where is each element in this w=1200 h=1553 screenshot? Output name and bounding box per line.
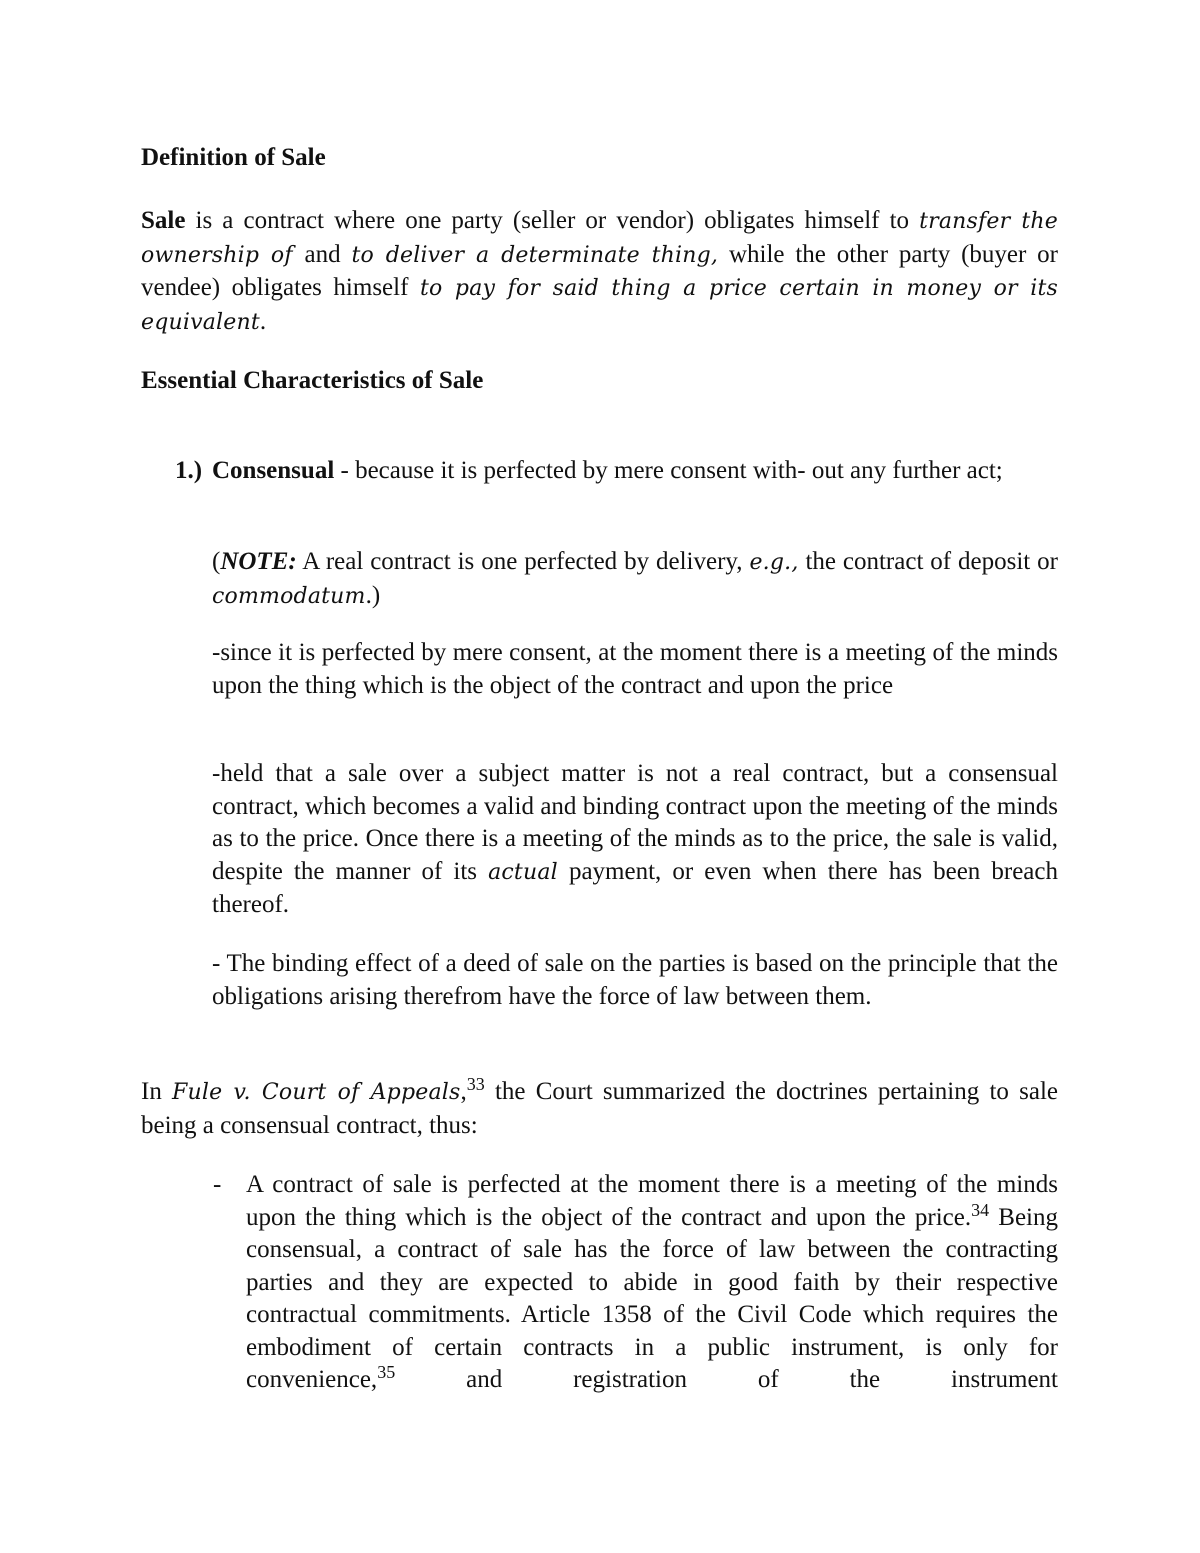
- item-consensual: Consensual - because it is perfected by mere consent with- out any further act;: [212, 457, 1003, 484]
- term-sale: Sale: [141, 207, 186, 234]
- term-consensual: Consensual: [212, 457, 335, 484]
- para-held: -held that a sale over a subject matter is not a real contract, but a consensual contract, which becomes a valid and binding contract upon the meeting of the minds as to the price. Once there is a meeting of the minds as to the price, the sale is valid, despite the manner of its actual payment, or even when there has been breach thereof.: [212, 760, 1058, 918]
- case-name: Fule v. Court of Appeals: [172, 1080, 461, 1105]
- heading-essential-characteristics: Essential Characteristics of Sale: [141, 367, 484, 394]
- note-label: NOTE:: [220, 548, 297, 575]
- list-marker-1: 1.): [175, 457, 203, 484]
- para-fule-case: In Fule v. Court of Appeals,$^{33}$ the Court summarized the doctrines pertaining to sale being a consensual contract, thus:: [141, 1074, 1058, 1139]
- footnote-ref-34: 34: [971, 1199, 990, 1220]
- heading-definition-of-sale: Definition of Sale: [141, 144, 326, 171]
- note-paragraph: (NOTE: A real contract is one perfected by delivery, e.g., the contract of deposit or commodatum.): [212, 548, 1058, 609]
- footnote-ref-33: 33: [466, 1074, 485, 1094]
- definition-paragraph: Sale is a contract where one party (seller or vendor) obligates himself to transfer the ownership of and to deliver a determinate thing, while the other party (buyer or vendee) obligates himself to pay for said thing a price certain in money or its equivalent.: [141, 207, 1058, 335]
- footnote-ref-35: 35: [377, 1362, 396, 1382]
- para-binding-effect: - The binding effect of a deed of sale on the parties is based on the principle that the obligations arising therefrom have the force of law between them.: [212, 950, 1058, 1010]
- bullet-contract-of-sale: A contract of sale is perfected at the moment there is a meeting of the minds upon the thing which is the object of the contract and upon the price.$^{34}$ Being consensual, a contract of sale has the force of law between the contracting parties and they are expected to abide in good faith by their respective contractual commitments. Article 1358 of the Civil Code which requires the embodiment of certain contracts in a public instrument, is only for convenience,$^{35}$ and registration of the instrument: [246, 1171, 1059, 1393]
- para-since-perfected: -since it is perfected by mere consent, at the moment there is a meeting of the minds upon the thing which is the object of the contract and upon the price: [212, 639, 1058, 699]
- bullet-dash: -: [213, 1171, 222, 1198]
